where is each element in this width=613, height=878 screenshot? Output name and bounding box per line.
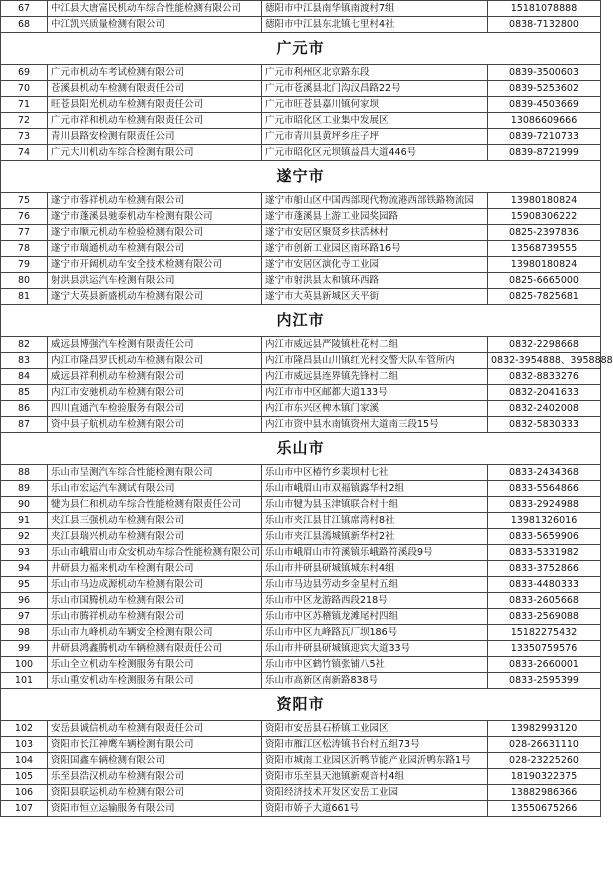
- company-name: 资阳县联运机动车检测有限公司: [48, 785, 262, 801]
- row-number: 106: [1, 785, 48, 801]
- row-number: 103: [1, 737, 48, 753]
- company-name: 资阳国鑫车辆检测有限公司: [48, 753, 262, 769]
- company-address: 内江市资中县水南镇资州大道南三段15号: [262, 417, 488, 433]
- company-name: 资中县子航机动车检测有限公司: [48, 417, 262, 433]
- row-number: 83: [1, 353, 48, 369]
- row-number: 93: [1, 545, 48, 561]
- table-row: [1, 97, 601, 113]
- table-row: [1, 625, 601, 641]
- company-address: 遂宁市安居区演化寺工业园: [262, 257, 488, 273]
- company-phone: 13981326016: [488, 513, 601, 529]
- company-phone: 0839-5253602: [488, 81, 601, 97]
- company-name: 乐山市呈测汽车综合性能检测有限公司: [48, 465, 262, 481]
- table-row: [1, 609, 601, 625]
- table-row: [1, 385, 601, 401]
- company-name: 乐至县浩汉机动车检测有限公司: [48, 769, 262, 785]
- company-name: 中江县大唐富民机动车综合性能检测有限公司: [48, 1, 262, 17]
- company-address: 乐山市中区龙游路西段218号: [262, 593, 488, 609]
- company-address: 遂宁市蓬溪县上游工业园奖园路: [262, 209, 488, 225]
- company-phone: 18190322375: [488, 769, 601, 785]
- table-body: [1, 1, 613, 817]
- table-row: [1, 721, 601, 737]
- table-row: [1, 481, 601, 497]
- row-number: 105: [1, 769, 48, 785]
- company-name: 广元市机动车考试检测有限公司: [48, 65, 262, 81]
- city-heading: 乐山市: [1, 433, 601, 465]
- company-address: 乐山市峨眉山市双福镇露华村2组: [262, 481, 488, 497]
- company-address: 内江市隆昌县山川镇红光村交警大队车管所内: [262, 353, 488, 369]
- company-phone: 0832-5830333: [488, 417, 601, 433]
- company-address: 广元市利州区北京路东段: [262, 65, 488, 81]
- company-phone: 0825-6665000: [488, 273, 601, 289]
- city-heading-row: [1, 33, 601, 65]
- city-heading: 内江市: [1, 305, 601, 337]
- row-number: 107: [1, 801, 48, 817]
- company-address: 遂宁市射洪县太和镇环西路: [262, 273, 488, 289]
- company-address: 资阳市安岳县石桥镇工业园区: [262, 721, 488, 737]
- row-number: 75: [1, 193, 48, 209]
- row-number: 98: [1, 625, 48, 641]
- company-phone: 0833-2924988: [488, 497, 601, 513]
- row-number: 79: [1, 257, 48, 273]
- table-row: [1, 769, 601, 785]
- company-address: 内江市威远县连界镇先锋村二组: [262, 369, 488, 385]
- company-name: 内江市安驰机动车检测有限公司: [48, 385, 262, 401]
- company-phone: 13086609666: [488, 113, 601, 129]
- company-address: 乐山市夹江县甘江镇席湾村8社: [262, 513, 488, 529]
- row-number: 92: [1, 529, 48, 545]
- company-phone: 0833-2660001: [488, 657, 601, 673]
- company-phone: 0839-3500603: [488, 65, 601, 81]
- company-phone: 13980180824: [488, 193, 601, 209]
- company-phone: 0832-2402008: [488, 401, 601, 417]
- company-phone: 0825-2397836: [488, 225, 601, 241]
- table-row: [1, 801, 601, 817]
- row-number: 69: [1, 65, 48, 81]
- company-phone: 15908306222: [488, 209, 601, 225]
- company-address: 乐山市井研县研城镇城东村4组: [262, 561, 488, 577]
- company-name: 旺苍县阳光机动车检测有限责任公司: [48, 97, 262, 113]
- row-number: 73: [1, 129, 48, 145]
- row-number: 96: [1, 593, 48, 609]
- row-number: 82: [1, 337, 48, 353]
- city-heading-row: [1, 161, 601, 193]
- company-phone: 13982993120: [488, 721, 601, 737]
- company-phone: 0832-2298668: [488, 337, 601, 353]
- city-heading: 资阳市: [1, 689, 601, 721]
- company-address: 德阳市中江县南华镇南渡村7组: [262, 1, 488, 17]
- company-phone: 0833-2605668: [488, 593, 601, 609]
- city-heading-row: [1, 433, 601, 465]
- row-number: 87: [1, 417, 48, 433]
- company-name: 乐山市马边成源机动车检测有限公司: [48, 577, 262, 593]
- row-number: 68: [1, 17, 48, 33]
- row-number: 67: [1, 1, 48, 17]
- row-number: 97: [1, 609, 48, 625]
- company-name: 夹江县瑞兴机动车检测有限公司: [48, 529, 262, 545]
- company-address: 广元市昭化区工业集中发展区: [262, 113, 488, 129]
- company-address: 乐山市中区鹤竹镇张铺八5社: [262, 657, 488, 673]
- company-phone: 0833-4480333: [488, 577, 601, 593]
- table-row: [1, 241, 601, 257]
- company-phone: 13568739555: [488, 241, 601, 257]
- company-phone: 0832-3954888、3958888: [488, 353, 601, 369]
- company-name: 威远县祥利机动车检测有限公司: [48, 369, 262, 385]
- table-row: [1, 577, 601, 593]
- row-number: 85: [1, 385, 48, 401]
- company-address: 资阳市乐至县天池镇新观音村4组: [262, 769, 488, 785]
- company-address: 内江市威远县严陵镇杜花村二组: [262, 337, 488, 353]
- row-number: 70: [1, 81, 48, 97]
- company-address: 遂宁市创新工业园区南环路16号: [262, 241, 488, 257]
- company-phone: 0839-4503669: [488, 97, 601, 113]
- company-address: 乐山市井研县研城镇迎宾大道33号: [262, 641, 488, 657]
- table-row: [1, 513, 601, 529]
- company-name: 乐山市峨眉山市众安机动车综合性能检测有限公司: [48, 545, 262, 561]
- table-row: [1, 497, 601, 513]
- company-address: 乐山市夹江县漹城镇新华村2社: [262, 529, 488, 545]
- table-row: [1, 353, 601, 369]
- table-row: [1, 193, 601, 209]
- company-name: 遂宁市瑞通机动车检测有限公司: [48, 241, 262, 257]
- company-phone: 15181078888: [488, 1, 601, 17]
- row-number: 102: [1, 721, 48, 737]
- company-name: 广元市祥和机动车检测有限责任公司: [48, 113, 262, 129]
- table-row: [1, 641, 601, 657]
- company-address: 乐山市峨眉山市符溪镇乐峨路符溪段9号: [262, 545, 488, 561]
- row-number: 94: [1, 561, 48, 577]
- company-phone: 0833-3752866: [488, 561, 601, 577]
- table-row: [1, 113, 601, 129]
- row-number: 90: [1, 497, 48, 513]
- row-number: 104: [1, 753, 48, 769]
- company-address: 广元市青川县黄坪乡庄子坪: [262, 129, 488, 145]
- table-row: [1, 145, 601, 161]
- company-name: 遂宁市蓬溪县驰泰机动车检测有限公司: [48, 209, 262, 225]
- company-phone: 0833-5331982: [488, 545, 601, 561]
- company-name: 资阳市长江神鹰车辆检测有限公司: [48, 737, 262, 753]
- company-name: 乐山全立机动车检测服务有限公司: [48, 657, 262, 673]
- row-number: 100: [1, 657, 48, 673]
- company-name: 四川直通汽车检验服务有限公司: [48, 401, 262, 417]
- company-address: 乐山市中区苏稽镇龙滩尾村四组: [262, 609, 488, 625]
- row-number: 95: [1, 577, 48, 593]
- company-phone: 0833-2434368: [488, 465, 601, 481]
- company-address: 遂宁市船山区中国西部现代物流港西部铁路物流园: [262, 193, 488, 209]
- table-row: [1, 561, 601, 577]
- company-phone: 13980180824: [488, 257, 601, 273]
- table-row: [1, 657, 601, 673]
- company-name: 乐山市九峰机动车辆安全检测有限公司: [48, 625, 262, 641]
- company-name: 夹江县三强机动车检测有限公司: [48, 513, 262, 529]
- table-row: [1, 225, 601, 241]
- company-address: 乐山市马边县劳动乡金星村五组: [262, 577, 488, 593]
- company-name: 遂宁市蓉祥机动车检测有限公司: [48, 193, 262, 209]
- table-row: [1, 289, 601, 305]
- table-row: [1, 529, 601, 545]
- company-address: 乐山市中区九峰路瓦厂坝186号: [262, 625, 488, 641]
- company-phone: 0832-2041633: [488, 385, 601, 401]
- city-heading: 遂宁市: [1, 161, 601, 193]
- row-number: 72: [1, 113, 48, 129]
- row-number: 76: [1, 209, 48, 225]
- row-number: 101: [1, 673, 48, 689]
- row-number: 78: [1, 241, 48, 257]
- company-phone: 15182275432: [488, 625, 601, 641]
- company-phone: 028-23225260: [488, 753, 601, 769]
- company-name: 遂宁市开阔机动车安全技术检测有限公司: [48, 257, 262, 273]
- company-name: 广元大川机动车综合检测有限公司: [48, 145, 262, 161]
- row-number: 74: [1, 145, 48, 161]
- table-row: [1, 369, 601, 385]
- company-address: 广元市昭化区元坝镇益昌大道446号: [262, 145, 488, 161]
- company-phone: 0833-5564866: [488, 481, 601, 497]
- company-phone: 028-26631110: [488, 737, 601, 753]
- row-number: 84: [1, 369, 48, 385]
- company-phone: 13350759576: [488, 641, 601, 657]
- city-heading: 广元市: [1, 33, 601, 65]
- table-row: [1, 81, 601, 97]
- company-name: 射洪县洪运汽车检测有限公司: [48, 273, 262, 289]
- table-row: [1, 673, 601, 689]
- table-row: [1, 65, 601, 81]
- row-number: 80: [1, 273, 48, 289]
- company-address: 乐山市犍为县玉津镇联合村十组: [262, 497, 488, 513]
- company-name: 中江凯兴质量检测有限公司: [48, 17, 262, 33]
- table-row: [1, 337, 601, 353]
- row-number: 71: [1, 97, 48, 113]
- table-row: [1, 785, 601, 801]
- company-name: 乐山重安机动车检测服务有限公司: [48, 673, 262, 689]
- company-phone: 13550675266: [488, 801, 601, 817]
- row-number: 89: [1, 481, 48, 497]
- table-row: [1, 737, 601, 753]
- city-heading-row: [1, 305, 601, 337]
- table-row: [1, 401, 601, 417]
- table-row: [1, 1, 601, 17]
- company-name: 苍溪县机动车检测有限责任公司: [48, 81, 262, 97]
- company-address: 乐山市高新区南新路838号: [262, 673, 488, 689]
- company-address: 广元市苍溪县北门沟汉昌路22号: [262, 81, 488, 97]
- company-phone: 0833-2595399: [488, 673, 601, 689]
- company-address: 资阳经济技术开发区安岳工业园: [262, 785, 488, 801]
- company-name: 乐山市腾祥机动车检测有限公司: [48, 609, 262, 625]
- company-phone: 0839-7210733: [488, 129, 601, 145]
- company-phone: 0839-8721999: [488, 145, 601, 161]
- row-number: 99: [1, 641, 48, 657]
- company-name: 乐山市宏运汽车测试有限公司: [48, 481, 262, 497]
- company-address: 广元市旺苍县嘉川镇何家坝: [262, 97, 488, 113]
- table-row: [1, 129, 601, 145]
- company-name: 遂宁市顺元机动车检验检测有限公司: [48, 225, 262, 241]
- table-row: [1, 417, 601, 433]
- table-row: [1, 545, 601, 561]
- company-phone: 0825-7825681: [488, 289, 601, 305]
- row-number: 81: [1, 289, 48, 305]
- company-name: 青川县路安检测有限责任公司: [48, 129, 262, 145]
- table-row: [1, 753, 601, 769]
- table-row: [1, 465, 601, 481]
- company-address: 内江市市中区邮都大道133号: [262, 385, 488, 401]
- company-name: 井研县力福来机动车检测有限公司: [48, 561, 262, 577]
- company-phone: 0833-5659906: [488, 529, 601, 545]
- table-row: [1, 209, 601, 225]
- company-name: 井研县鸿鑫腾机动车辆检测有限责任公司: [48, 641, 262, 657]
- company-address: 乐山市中区椿竹乡裴坝村七社: [262, 465, 488, 481]
- company-name: 乐山市国腾机动车检测有限公司: [48, 593, 262, 609]
- company-address: 资阳市城南工业园区沂鸭节能产业园沂鸭东路1号: [262, 753, 488, 769]
- company-name: 资阳市恒立运输服务有限公司: [48, 801, 262, 817]
- table-row: [1, 257, 601, 273]
- company-address: 资阳市雁江区松涛镇书台村五组73号: [262, 737, 488, 753]
- company-address: 遂宁市大英县新城区天平街: [262, 289, 488, 305]
- row-number: 86: [1, 401, 48, 417]
- row-number: 77: [1, 225, 48, 241]
- company-name: 犍为县仁和机动车综合性能检测有限责任公司: [48, 497, 262, 513]
- company-address: 内江市东兴区椑木镇门家溪: [262, 401, 488, 417]
- row-number: 91: [1, 513, 48, 529]
- table-row: [1, 17, 601, 33]
- row-number: 88: [1, 465, 48, 481]
- company-name: 内江市隆昌罗氏机动车检测有限公司: [48, 353, 262, 369]
- company-phone: 0832-8833276: [488, 369, 601, 385]
- company-phone: 13882986366: [488, 785, 601, 801]
- table-row: [1, 273, 601, 289]
- city-heading-row: [1, 689, 601, 721]
- company-phone: 0833-2569088: [488, 609, 601, 625]
- company-name: 安岳县诚信机动车检测有限责任公司: [48, 721, 262, 737]
- company-address: 德阳市中江县东北镇七里村4社: [262, 17, 488, 33]
- company-address: 遂宁市安居区聚贤乡扶活林村: [262, 225, 488, 241]
- company-name: 威远县博强汽车检测有限责任公司: [48, 337, 262, 353]
- table-row: [1, 593, 601, 609]
- company-name: 遂宁大英县新盛机动车检测有限公司: [48, 289, 262, 305]
- company-phone: 0838-7132800: [488, 17, 601, 33]
- company-address: 资阳市娇子大道661号: [262, 801, 488, 817]
